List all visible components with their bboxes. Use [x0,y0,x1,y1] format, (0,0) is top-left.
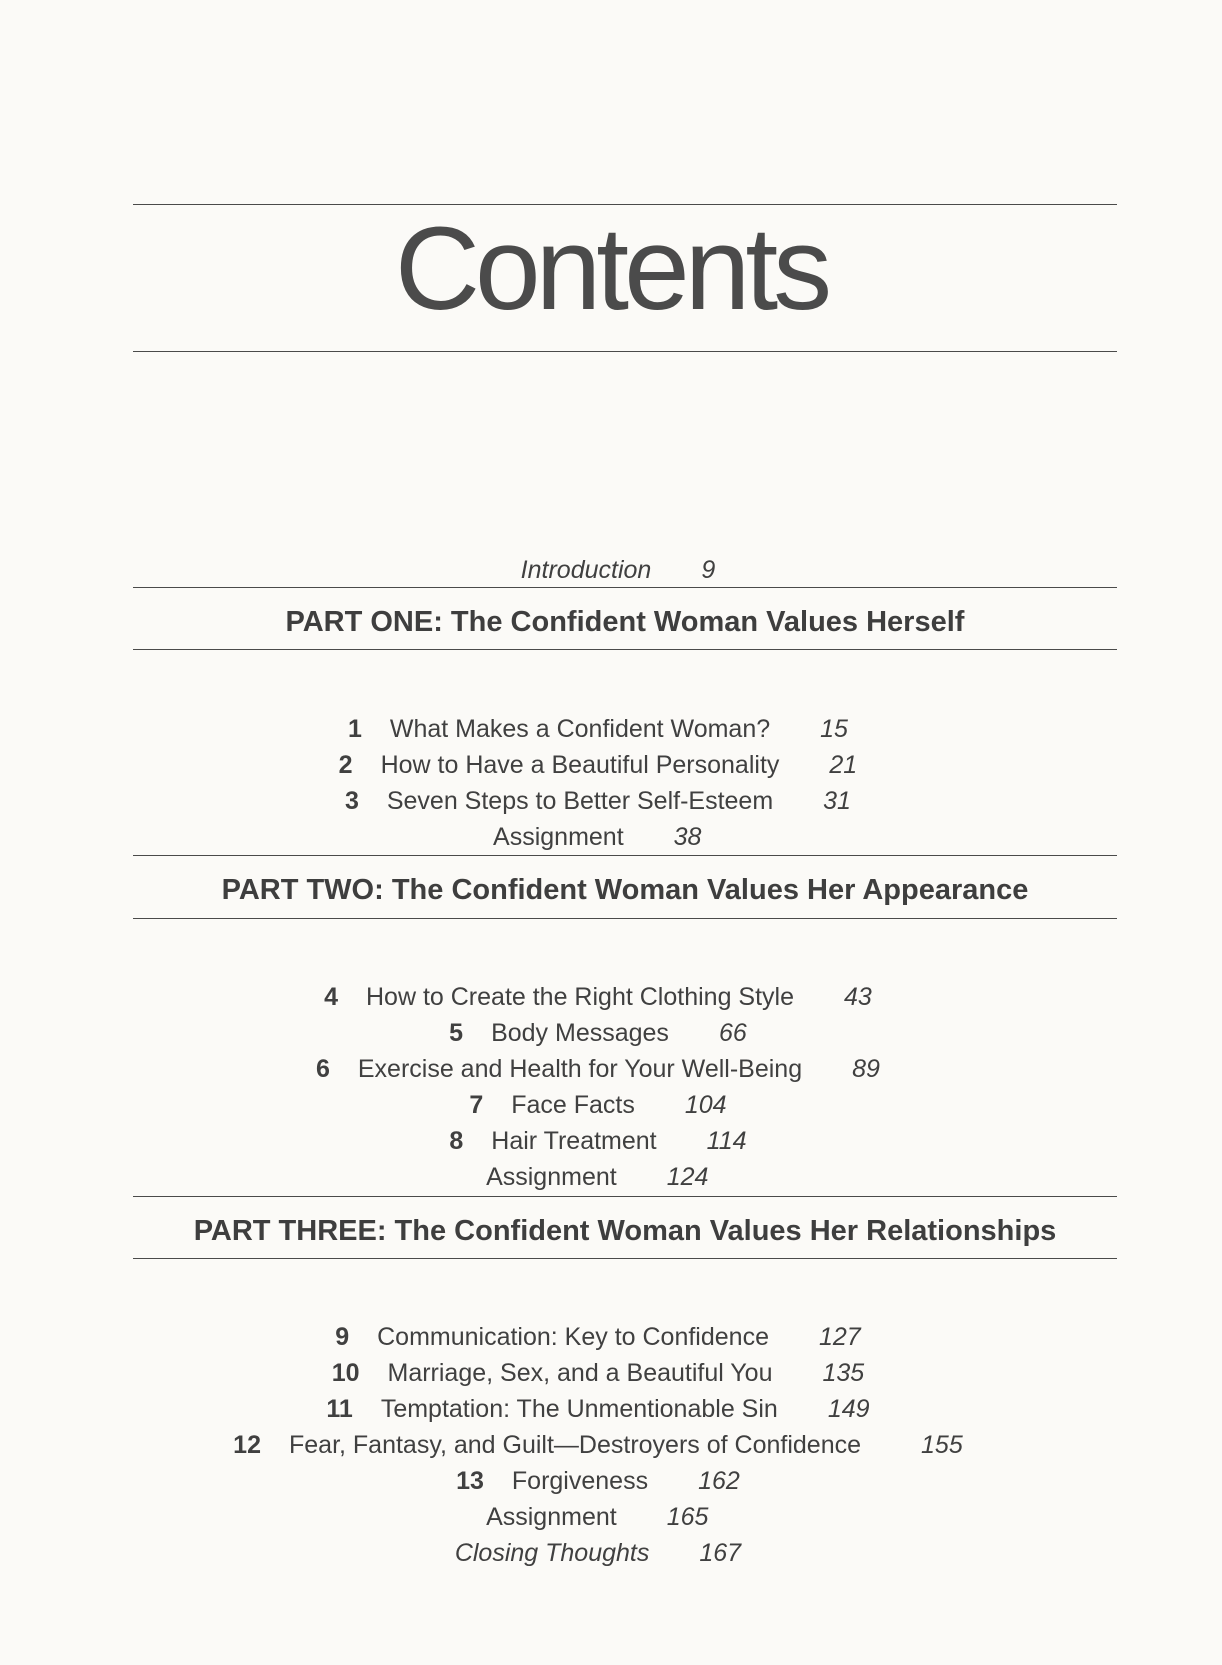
chapter-number: 6 [315,1055,330,1083]
chapter-title: Seven Steps to Better Self-Esteem [386,787,774,815]
chapter-title: How to Create the Right Clothing Style [366,983,794,1011]
chapter-title: Temptation: The Unmentionable Sin [380,1395,778,1423]
entry-page: 38 [673,823,702,851]
part-three-heading: PART THREE: The Confident Woman Values Her Relationships [193,1215,1057,1247]
chapter-number: 12 [233,1431,261,1459]
chapter-page: 127 [818,1323,861,1351]
chapter-page: 114 [706,1127,747,1155]
chapter-page: 135 [822,1359,865,1387]
entry-title: Introduction [520,556,652,584]
toc-entry-assignment-2[interactable] [0,1140,1202,1190]
chapter-number: 4 [324,983,338,1011]
chapter-title: Communication: Key to Confidence [377,1323,769,1351]
chapter-title: Face Facts [511,1091,635,1119]
chapter-number: 5 [449,1019,464,1047]
chapter-number: 8 [449,1127,464,1155]
chapter-number: 7 [469,1091,484,1119]
toc-entry-assignment-1[interactable] [0,800,1202,850]
toc-entry-introduction[interactable] [0,533,1222,583]
part-one-top-rule [133,587,1117,588]
page-title: Contents [394,203,828,335]
part-two-bottom-rule [133,918,1117,919]
chapter-page: 43 [844,983,872,1011]
chapter-number: 11 [326,1395,353,1423]
entry-page: 165 [666,1503,709,1531]
chapter-page: 31 [823,787,851,815]
entry-title: Closing Thoughts [454,1539,650,1567]
entry-title: Assignment [493,823,624,851]
chapter-page: 155 [921,1431,963,1459]
part-three-bottom-rule [133,1258,1117,1259]
chapter-title: Forgiveness [511,1467,649,1495]
chapter-page: 104 [684,1091,727,1119]
chapter-page: 66 [718,1019,747,1047]
part-one-heading: PART ONE: The Confident Woman Values Herself [285,606,965,638]
chapter-number: 13 [456,1467,484,1495]
chapter-page: 149 [827,1395,870,1423]
part-two-top-rule [133,855,1117,856]
chapter-title: What Makes a Confident Woman? [389,715,771,743]
toc-entry-closing-thoughts[interactable] [0,1516,1202,1566]
chapter-number: 2 [338,751,353,779]
chapter-number: 10 [331,1359,360,1387]
chapter-page: 15 [820,715,848,743]
chapter-page: 162 [698,1467,740,1495]
chapter-title: Fear, Fantasy, and Guilt—Destroyers of Confidence [288,1431,862,1459]
part-one-bottom-rule [133,649,1117,650]
chapter-number: 9 [335,1323,350,1351]
entry-page: 167 [699,1539,742,1567]
chapter-number: 1 [347,715,362,743]
chapter-page: 89 [852,1055,880,1083]
chapter-page: 21 [829,751,858,779]
chapter-title: Body Messages [491,1019,669,1047]
entry-page: 9 [701,556,716,584]
chapter-number: 3 [344,787,359,815]
chapter-title: Hair Treatment [491,1127,657,1155]
part-two-heading: PART TWO: The Confident Woman Values Her Appearance [221,874,1029,906]
title-bottom-rule [133,351,1117,352]
entry-title: Assignment [486,1163,617,1191]
chapter-title: Marriage, Sex, and a Beautiful You [387,1359,773,1387]
chapter-title: Exercise and Health for Your Well-Being [357,1055,803,1083]
entry-page: 124 [666,1163,709,1191]
entry-title: Assignment [486,1503,617,1531]
part-three-top-rule [133,1196,1117,1197]
chapter-title: How to Have a Beautiful Personality [380,751,780,779]
